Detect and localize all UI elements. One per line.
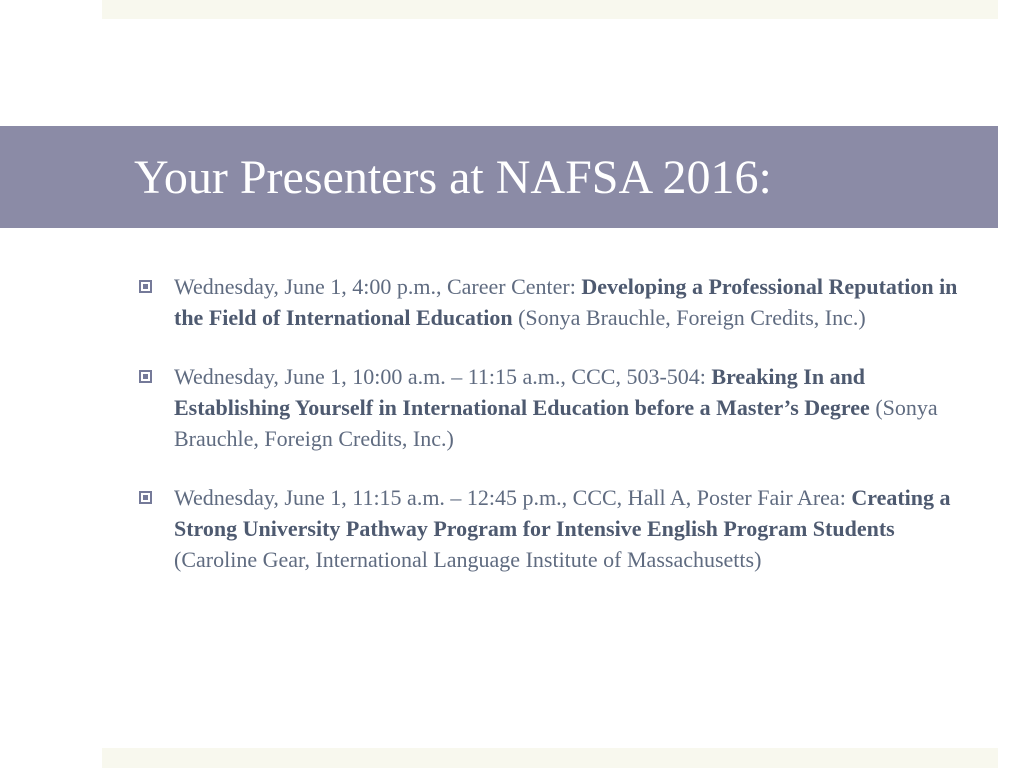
presenter-list (134, 271, 964, 603)
session-time-location: Wednesday, June 1, 10:00 a.m. – 11:15 a.m., CCC, 503-504: (174, 364, 712, 389)
slide-title: Your Presenters at NAFSA 2016: (134, 151, 772, 204)
list-item (134, 482, 964, 575)
presenter-info: (Caroline Gear, International Language Institute of Massachusetts) (174, 547, 762, 572)
bottom-decorative-band (102, 748, 998, 768)
top-decorative-band (102, 0, 998, 19)
session-title: Breaking In and Establishing Yourself in International Education before a Master’s Degree (174, 364, 870, 420)
square-bullet-icon (139, 491, 152, 504)
session-time-location: Wednesday, June 1, 11:15 a.m. – 12:45 p.m., CCC, Hall A, Poster Fair Area: (174, 485, 852, 510)
session-time-location: Wednesday, June 1, 4:00 p.m., Career Center: (174, 274, 582, 299)
session-title: Developing a Professional Reputation in the Field of International Education (174, 274, 958, 330)
list-item (134, 361, 964, 454)
presenter-info: (Sonya Brauchle, Foreign Credits, Inc.) (174, 395, 938, 451)
square-bullet-icon (139, 370, 152, 383)
presenter-info: (Sonya Brauchle, Foreign Credits, Inc.) (512, 305, 866, 330)
list-item (134, 271, 964, 333)
square-bullet-icon (139, 280, 152, 293)
session-title: Creating a Strong University Pathway Program for Intensive English Program Students (174, 485, 951, 541)
